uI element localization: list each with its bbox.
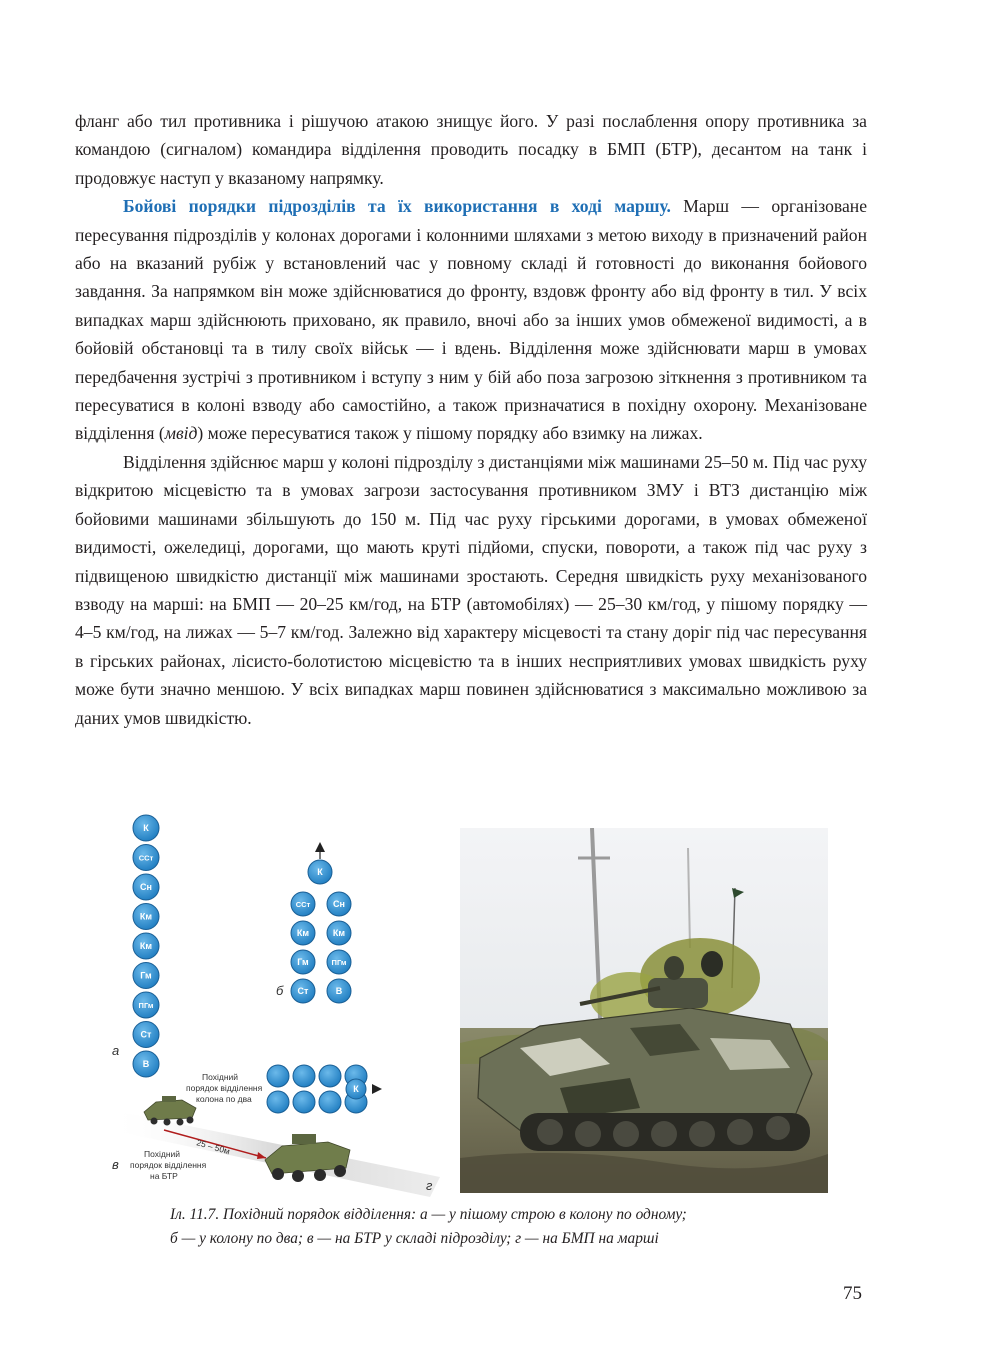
formation-a-circle-label: Гм [140, 970, 152, 981]
formation-b-circle-label: ССт [295, 900, 311, 909]
label-two-column-2: порядок відділення [186, 1083, 263, 1093]
paragraph-1: фланг або тил противника і рішучою атакою знищує його. У разі послаблення опору противника за командою (сигналом) командира відділення проводить посадку в БМП (БТР), десантом на танк і продовжує наступ у вказаному напрямку. [75, 111, 867, 188]
formation-b-circle [291, 950, 315, 974]
formation-b-circle [291, 979, 315, 1003]
formation-b-circle-label: Км [332, 928, 346, 938]
formation-b-circle [291, 921, 315, 945]
formation-v-circle [293, 1065, 315, 1087]
formation-a-circle-label: Сн [140, 882, 152, 892]
page-number: 75 [843, 1283, 862, 1304]
formation-b-circle-label: Сн [333, 899, 345, 909]
formation-a-circle-label: Ст [140, 1029, 152, 1040]
formation-a-circle [133, 845, 159, 871]
paragraph-2-text-b: ) може пересуватися також у пішому порядку або взимку на лижах. [197, 423, 703, 444]
formation-a-circle-label: К [143, 823, 149, 833]
formation-b [291, 842, 351, 1003]
abbreviation-italic: мвід [164, 423, 198, 444]
paragraph-3: Відділення здійснює марш у колоні підрозділу з дистанціями між машинами 25–50 м. Під час руху відкритою місцевістю та в умовах загрози застосування противником ЗМУ і ВТЗ дистанцію між бойовими машинами збільшують до 150 м. Під час руху гірськими дорогами, в умовах обмеженої видимості, ожеледиці, дорогами, що мають круті підйоми, спуски, повороти, а також під час руху з підвищеною швидкістю дистанції між машинами зростають. Середня швидкість руху механізованого взводу на марші: на БМП — 20–25 км/год, на БТР (автомобілях) — 25–30 км/год, у пішому порядку — 4–5 км/год, на лижах — 5–7 км/год. Залежно від характеру місцевості та стану доріг під час пересування в гірських районах, лісисто-болотистою місцевістю та в інших несприятливих умовах швидкість руху може бути значно меншою. У всіх випадках марш повинен здійснюватися з максимально можливою за даних умов швидкістю. [75, 451, 867, 728]
section-heading: Бойові порядки підрозділів та їх використання в ході маршу. [123, 196, 671, 217]
formation-b-circle [291, 892, 315, 916]
label-btr-1: Похідний [144, 1149, 181, 1159]
formation-a-circle [133, 874, 159, 900]
formation-b-circle [327, 979, 351, 1003]
paragraph-2-text-a: Марш — організоване пересування підрозділів у колонах дорогами і колонними шляхами з метою виходу в призначений район або на вказаний рубіж у встановлений час у повному складі й готовності до виконання бойового завдання. За напрямком він може здійснюватися до фронту, вздовж фронту або від фронту в тил. У всіх випадках марш здійснюють приховано, як правило, вночі або за інших умов обмеженої видимості, а в бойовій обстановці та в тилу своїх військ — і вдень. Відділення може здійснювати марш в умовах передбачення зустрічі з противником і вступу з ним у бій або поза загрозою зіткнення з противником та пересуватися в колоні взводу або самостійно, а також призначатися в похідну охорону. Механізоване відділення ( [75, 196, 868, 444]
distance-label: 25 – 50м [195, 1137, 232, 1157]
paragraph-2 [75, 192, 867, 448]
btr-vehicle-1 [144, 1096, 196, 1126]
caption-line-1: Іл. 11.7. Похідний порядок відділення: а — у пішому строю в колону по одному; [170, 1206, 687, 1223]
figure-caption [170, 1203, 850, 1251]
formation-b-circle-label: Ст [297, 986, 309, 996]
formation-b-circle-label: Гм [297, 957, 309, 967]
formation-diagram [100, 812, 460, 1202]
figure-11-7 [100, 812, 840, 1202]
label-two-column-1: Похідний [202, 1072, 239, 1082]
figure-letter-a: а [112, 1043, 120, 1058]
figure-letter-b: б [276, 983, 284, 998]
formation-b-circle [327, 921, 351, 945]
label-btr-2: порядок відділення [130, 1160, 207, 1170]
btr-vehicle-2 [265, 1134, 350, 1182]
figure-letter-v: в [112, 1157, 119, 1172]
formation-a-circle [133, 933, 159, 959]
formation-v-circle [267, 1091, 289, 1113]
formation-a-circle [133, 992, 159, 1018]
formation-v-circle [293, 1091, 315, 1113]
formation-v-circle [319, 1091, 341, 1113]
formation-v-circle [319, 1065, 341, 1087]
direction-arrow [372, 1084, 382, 1094]
formation-b-circle [327, 892, 351, 916]
formation-a-circle [133, 1051, 159, 1077]
formation-a-circle-label: ССт [138, 853, 154, 863]
formation-v-circle [267, 1065, 289, 1087]
direction-arrow [315, 842, 325, 852]
figure-letter-g: г [426, 1178, 433, 1193]
formation-v [267, 1065, 382, 1113]
formation-b-circle-label: Км [296, 928, 310, 938]
formation-v-circle-label: К [353, 1084, 359, 1094]
formation-a-circle-label: Км [139, 911, 153, 922]
bmp-photo [460, 828, 828, 1193]
caption-line-2: б — у колону по два; в — на БТР у складі підрозділу; г — на БМП на марші [170, 1230, 659, 1247]
body-text [75, 107, 867, 732]
formation-a-circle [133, 963, 159, 989]
formation-a-circle-label: ПГм [138, 1001, 154, 1010]
formation-a-circle-label: Км [139, 941, 153, 951]
formation-a-circle [133, 1022, 159, 1048]
formation-b-circle-label: В [335, 986, 343, 996]
formation-a-circle [133, 904, 159, 930]
label-btr-3: на БТР [150, 1171, 178, 1181]
formation-b-circle-label: ПГм [331, 958, 347, 967]
formation-v-circle [346, 1079, 366, 1099]
formation-b-circle [327, 950, 351, 974]
formation-b-circle [308, 860, 332, 884]
label-two-column-3: колона по два [196, 1094, 252, 1104]
formation-a [133, 815, 159, 1077]
formation-b-circle-label: К [317, 867, 323, 877]
formation-a-circle [133, 815, 159, 841]
formation-a-circle-label: В [142, 1059, 150, 1069]
